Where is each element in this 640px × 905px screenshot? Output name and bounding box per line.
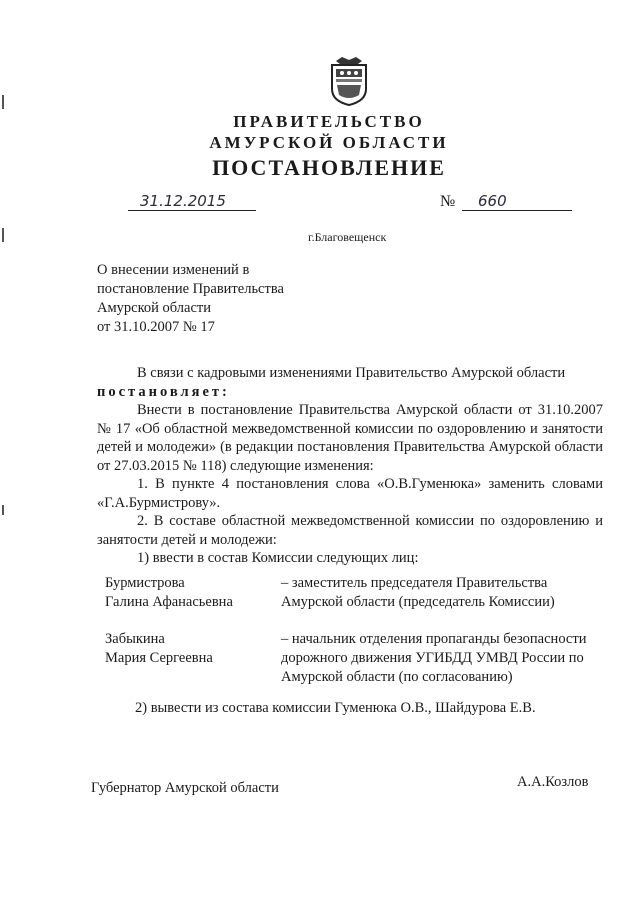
decree-word: постановляет: <box>97 383 230 400</box>
subject-block <box>97 261 357 337</box>
number-underline <box>462 210 572 211</box>
subject-line: от 31.10.2007 № 17 <box>97 319 215 335</box>
scan-mark <box>2 228 4 242</box>
doc-date: 31.12.2015 <box>140 192 226 210</box>
item-1: 1. В пункте 4 постановления слова «О.В.Гуменюка» заменить словами «Г.А.Бурмистрову». <box>97 476 603 511</box>
scan-mark <box>2 95 4 109</box>
scan-mark <box>2 505 4 515</box>
signer-position: Губернатор Амурской области <box>91 780 279 796</box>
doc-type-title: ПОСТАНОВЛЕНИЕ <box>212 155 446 180</box>
org-name-line1: ПРАВИТЕЛЬСТВО <box>233 112 425 131</box>
subject-line: О внесении изменений в <box>97 262 250 278</box>
subject-line: Амурской области <box>97 300 211 316</box>
intro-paragraph: В связи с кадровыми изменениями Правительство Амурской области <box>137 365 566 381</box>
paragraph-main: Внести в постановление Правительства Амурской области от 31.10.2007 № 17 «Об областной межведомственной комиссии по оздоровлению и занятости детей и молодежи» (в редакции постановления Правительства Амурской области от 27.03.2015 № 118) следующие изменения: <box>97 402 603 474</box>
member-role: – начальник отделения пропаганды безопасности дорожного движения УГИБДД УМВД России по Амурской области (по согласованию) <box>281 631 587 685</box>
member-given-names: Галина Афанасьевна <box>105 594 233 610</box>
member-surname: Забыкина <box>105 631 165 647</box>
member-name <box>105 630 281 687</box>
member-surname: Бурмистрова <box>105 575 185 591</box>
org-name-line2: АМУРСКОЙ ОБЛАСТИ <box>209 133 449 152</box>
member-row <box>105 574 605 612</box>
city: г.Благовещенск <box>308 230 387 244</box>
doc-number: 660 <box>478 192 507 210</box>
body-text <box>97 364 603 568</box>
item-2: 2. В составе областной межведомственной комиссии по оздоровлению и занятости детей и молодежи: <box>97 513 603 548</box>
subitem-2: 2) вывести из состава комиссии Гуменюка О.В., Шайдурова Е.В. <box>135 700 536 716</box>
member-role: – заместитель председателя Правительства Амурской области (председатель Комиссии) <box>281 575 555 610</box>
coat-of-arms-icon <box>328 55 370 107</box>
signer-name: А.А.Козлов <box>517 774 589 790</box>
member-given-names: Мария Сергеевна <box>105 650 213 666</box>
subject-line: постановление Правительства <box>97 281 284 297</box>
subitem-1: 1) ввести в состав Комиссии следующих лиц: <box>137 550 419 566</box>
date-underline <box>128 210 256 211</box>
members-list <box>105 574 605 705</box>
member-row <box>105 630 605 687</box>
member-name <box>105 574 281 612</box>
number-sign: № <box>440 193 456 210</box>
